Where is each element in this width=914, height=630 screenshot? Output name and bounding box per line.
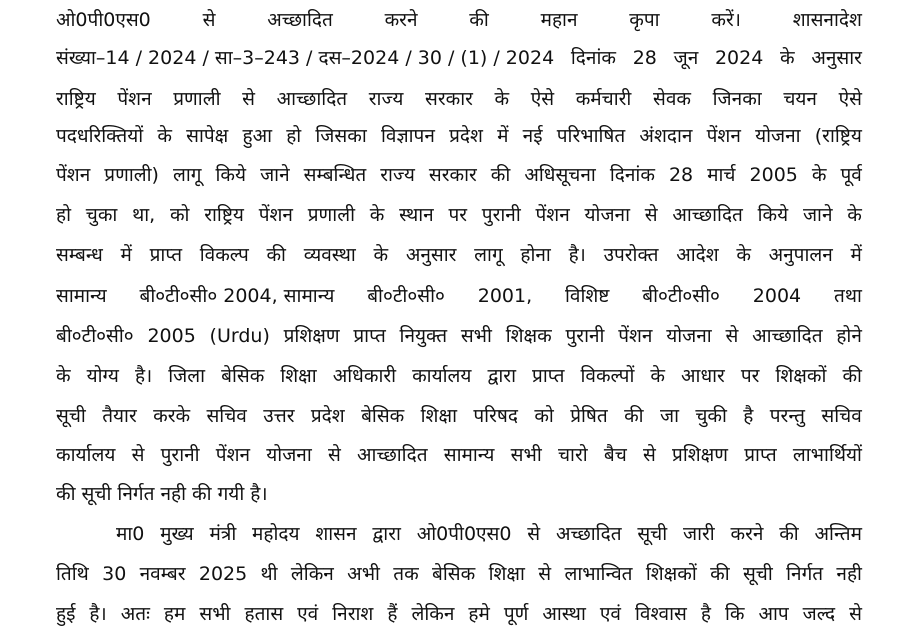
word: दिनांक: [609, 164, 655, 186]
text-line: [56, 562, 862, 586]
word: के: [373, 244, 389, 266]
word: 2025: [198, 563, 248, 585]
word: परिभाषित: [556, 125, 626, 147]
text-line: [56, 324, 862, 348]
word: सम्बन्धित: [303, 164, 367, 186]
word: परिषद: [473, 405, 518, 427]
word: प्रणाली: [173, 88, 221, 110]
word: कि: [724, 603, 745, 625]
word: सूची: [742, 563, 773, 585]
word: करके: [153, 405, 191, 427]
word: से: [538, 563, 552, 585]
word: पेंशन: [258, 204, 293, 226]
word: मार्च: [707, 164, 736, 186]
word: सूची: [637, 523, 668, 545]
word: योजना: [755, 125, 801, 147]
text-line: [56, 87, 862, 111]
word: सामान्य: [56, 285, 107, 307]
word: जिसका: [315, 125, 367, 147]
word: पेंशन: [535, 204, 570, 226]
word: विशिष्ट: [564, 285, 610, 307]
word: ऐसे: [530, 88, 555, 110]
word: से: [202, 9, 216, 31]
word: हैं: [387, 603, 398, 625]
word: 2005: [749, 164, 798, 186]
text-line: [56, 203, 862, 227]
word: करें।: [711, 9, 741, 31]
word: जारी: [682, 523, 715, 545]
word: होने: [836, 325, 862, 347]
word: सेवक: [652, 88, 691, 110]
word: से: [131, 444, 145, 466]
word: हो: [56, 204, 72, 226]
word: के: [56, 365, 71, 387]
word: अनुसार: [811, 47, 862, 69]
word: शासनादेश: [792, 9, 862, 31]
word: में: [497, 125, 509, 147]
word: प्राप्त: [744, 444, 777, 466]
word: से: [242, 88, 256, 110]
text-line: [116, 522, 862, 546]
word: कार्यालय: [412, 365, 472, 387]
word: पुरानी: [565, 325, 605, 347]
word: आच्छादित: [357, 444, 428, 466]
word: पेंशन: [706, 125, 741, 147]
paragraph-1-last-line: की सूची निर्गत नही की गयी है।: [56, 483, 268, 505]
word: हुआ: [242, 125, 272, 147]
word: नई: [522, 125, 543, 147]
word: प्रेषित: [570, 405, 608, 427]
word: हम: [163, 603, 186, 625]
word: पदधरिक्तियों: [56, 125, 144, 147]
word: के: [736, 244, 751, 266]
word: दिनांक: [570, 47, 616, 69]
word: आदेश: [676, 244, 719, 266]
text-line: [56, 8, 862, 32]
word: कार्यालय: [56, 444, 116, 466]
word: तथा: [834, 285, 862, 307]
word: सापेक्ष: [186, 125, 229, 147]
word: है: [743, 405, 754, 427]
word: विज्ञापन: [380, 125, 435, 147]
word: के: [369, 204, 385, 226]
word: शिक्षा: [420, 405, 458, 427]
word: कृपा: [629, 9, 660, 31]
word: पर: [448, 204, 468, 226]
word: पुरानी: [481, 204, 521, 226]
word: बैच: [603, 444, 627, 466]
word: सामान्य: [443, 444, 495, 466]
word: राष्ट्रिय: [56, 88, 96, 110]
word: अनुपालन: [768, 244, 833, 266]
word: पर: [740, 365, 760, 387]
word: आच्छादित: [672, 204, 743, 226]
word: प्राप्त: [532, 365, 565, 387]
word: (Urdu): [209, 325, 270, 347]
word: की: [842, 365, 862, 387]
word: आधार: [681, 365, 725, 387]
word: बी०टी०सी०: [56, 325, 134, 347]
word: राज्य: [368, 88, 404, 110]
word: शासन: [315, 523, 357, 545]
word: को: [169, 204, 190, 226]
word: के: [811, 164, 827, 186]
word: की: [710, 563, 730, 585]
word: द्वारा: [487, 365, 516, 387]
text-line: [56, 284, 862, 308]
word: पेंशन: [215, 444, 251, 466]
word: जाने: [802, 204, 833, 226]
word: सभी: [460, 325, 492, 347]
word: महोदय: [252, 523, 300, 545]
word: नवम्बर: [139, 563, 186, 585]
word: सभी: [199, 603, 231, 625]
word: पेंशन: [618, 325, 653, 347]
word: हो: [286, 125, 302, 147]
word: चुकी: [695, 405, 727, 427]
word: चुका: [85, 204, 118, 226]
word: चयन: [783, 88, 817, 110]
word: योग्य: [86, 365, 119, 387]
word: प्रशिक्षण: [672, 444, 729, 466]
word: चारो: [557, 444, 588, 466]
word: के: [847, 204, 862, 226]
word: बेसिक: [432, 563, 476, 585]
word: अभी: [347, 563, 380, 585]
word: अधिकारी: [332, 365, 397, 387]
word: योजना: [584, 204, 631, 226]
word: नही: [836, 563, 862, 585]
word: प्रणाली): [104, 164, 159, 186]
word: की: [624, 405, 644, 427]
word: एवं: [297, 603, 319, 625]
text-line: [56, 364, 862, 388]
word: लेकिन: [290, 563, 334, 585]
word: 2004: [752, 285, 802, 307]
word: प्रदेश: [449, 125, 483, 147]
word: 30: [102, 563, 127, 585]
text-line: [56, 602, 862, 626]
word: जल्द: [802, 603, 836, 625]
word: की: [779, 523, 799, 545]
word: के: [780, 47, 795, 69]
word: करने: [730, 523, 764, 545]
word: में: [120, 244, 132, 266]
word: मंत्री: [209, 523, 237, 545]
word: अतः: [120, 603, 150, 625]
word: के: [650, 365, 666, 387]
word: बी०टी०सी० 2004, सामान्य: [139, 285, 335, 307]
word: सभी: [510, 444, 542, 466]
word: तिथि: [56, 563, 89, 585]
text-line: [56, 46, 862, 70]
word: अच्छादित: [555, 523, 622, 545]
text-line: [56, 124, 862, 148]
word: जिला: [168, 365, 206, 387]
word: आस्था: [542, 603, 586, 625]
word: से: [642, 444, 656, 466]
word: शिक्षकों: [645, 563, 697, 585]
word: लाभार्थियों: [792, 444, 862, 466]
word: ऐसे: [838, 88, 862, 110]
word: लागू: [172, 164, 202, 186]
word: से: [644, 204, 658, 226]
word: अच्छादित: [267, 9, 333, 31]
word: सरकार: [428, 164, 477, 186]
word: पुरानी: [160, 444, 200, 466]
word: में: [850, 244, 862, 266]
word: ओ0पी0एस0: [56, 9, 151, 31]
word: लाभान्वित: [564, 563, 633, 585]
word: शिक्षा: [280, 365, 317, 387]
word: सचिव: [206, 405, 247, 427]
word: 2005: [147, 325, 196, 347]
word: उपरोक्त: [603, 244, 659, 266]
word: विश्वास: [634, 603, 687, 625]
text-line: [56, 163, 862, 187]
word: जा: [659, 405, 679, 427]
word: से: [849, 603, 862, 625]
word: पेंशन: [56, 164, 91, 186]
word: व्यवस्था: [303, 244, 356, 266]
word: शिक्षकों: [775, 365, 827, 387]
word: प्रणाली: [307, 204, 355, 226]
word: जाने: [260, 164, 290, 186]
word: की: [469, 9, 489, 31]
word: आच्छादित: [752, 325, 823, 347]
word: अनुसार: [405, 244, 457, 266]
word: से: [327, 444, 341, 466]
word: होना: [520, 244, 551, 266]
word: ओ0पी0एस0: [416, 523, 512, 545]
text-line: [56, 404, 862, 428]
word: है।: [89, 603, 107, 625]
word: तक: [393, 563, 419, 585]
word: से: [527, 523, 541, 545]
word: आच्छादित: [276, 88, 348, 110]
word: थी: [260, 563, 278, 585]
word: सचिव: [821, 405, 862, 427]
word: अन्तिम: [814, 523, 862, 545]
word: है।: [568, 244, 586, 266]
word: स्थान: [399, 204, 434, 226]
text-line: [56, 443, 862, 467]
word: (राष्ट्रिय: [814, 125, 862, 147]
word: 2024: [714, 47, 764, 69]
text-line: [56, 243, 862, 267]
word: प्राप्त: [149, 244, 183, 266]
word: की: [490, 164, 511, 186]
word: मा0: [116, 523, 145, 545]
word: सूची: [56, 405, 86, 427]
word: राज्य: [380, 164, 415, 186]
word: बी०टी०सी०: [642, 285, 720, 307]
word: विकल्प: [199, 244, 249, 266]
word: सरकार: [424, 88, 473, 110]
word: 28: [668, 164, 694, 186]
word: की: [266, 244, 286, 266]
word: किये: [757, 204, 789, 226]
word: को: [534, 405, 554, 427]
word: लागू: [474, 244, 503, 266]
word: था,: [132, 204, 156, 226]
word: 2001,: [477, 285, 533, 307]
word: बी०टी०सी०: [367, 285, 445, 307]
word: हतास: [244, 603, 284, 625]
word: बेसिक: [361, 405, 405, 427]
word: कर्मचारी: [575, 88, 632, 110]
word: लेकिन: [411, 603, 455, 625]
word: प्रशिक्षण: [283, 325, 340, 347]
word: अंशदान: [639, 125, 693, 147]
word: तैयार: [102, 405, 137, 427]
word: पेंशन: [117, 88, 152, 110]
word: बेसिक: [221, 365, 265, 387]
word: 28: [632, 47, 657, 69]
word: के: [157, 125, 172, 147]
word: मुख्य: [160, 523, 194, 545]
word: हुई: [56, 603, 76, 625]
word: एवं: [599, 603, 621, 625]
word: संख्या–14 / 2024 / सा–3–243 / दस–2024 / 30 / (1) / 2024: [56, 47, 555, 69]
word: आप: [758, 603, 789, 625]
word: से: [725, 325, 739, 347]
word: अधिसूचना: [524, 164, 596, 186]
word: नियुक्त: [399, 325, 448, 347]
word: योजना: [666, 325, 712, 347]
word: योजना: [266, 444, 312, 466]
word: महान: [540, 9, 578, 31]
word: के: [494, 88, 510, 110]
word: निराश: [332, 603, 374, 625]
word: करने: [384, 9, 418, 31]
word: परन्तु: [769, 405, 805, 427]
word: राष्ट्रिय: [204, 204, 244, 226]
word: विकल्पों: [580, 365, 635, 387]
word: किये: [215, 164, 247, 186]
word: है: [700, 603, 711, 625]
word: उत्तर: [263, 405, 295, 427]
word: द्वारा: [372, 523, 401, 545]
word: जून: [673, 47, 699, 69]
word: सम्बन्ध: [56, 244, 103, 266]
word: है।: [134, 365, 153, 387]
word: पूर्ण: [503, 603, 529, 625]
word: निर्गत: [786, 563, 824, 585]
word: शिक्षा: [488, 563, 525, 585]
word: प्रदेश: [310, 405, 345, 427]
word: प्राप्त: [353, 325, 386, 347]
word: जिनका: [712, 88, 762, 110]
word: शिक्षक: [505, 325, 552, 347]
word: हमे: [468, 603, 490, 625]
word: पूर्व: [840, 164, 862, 186]
